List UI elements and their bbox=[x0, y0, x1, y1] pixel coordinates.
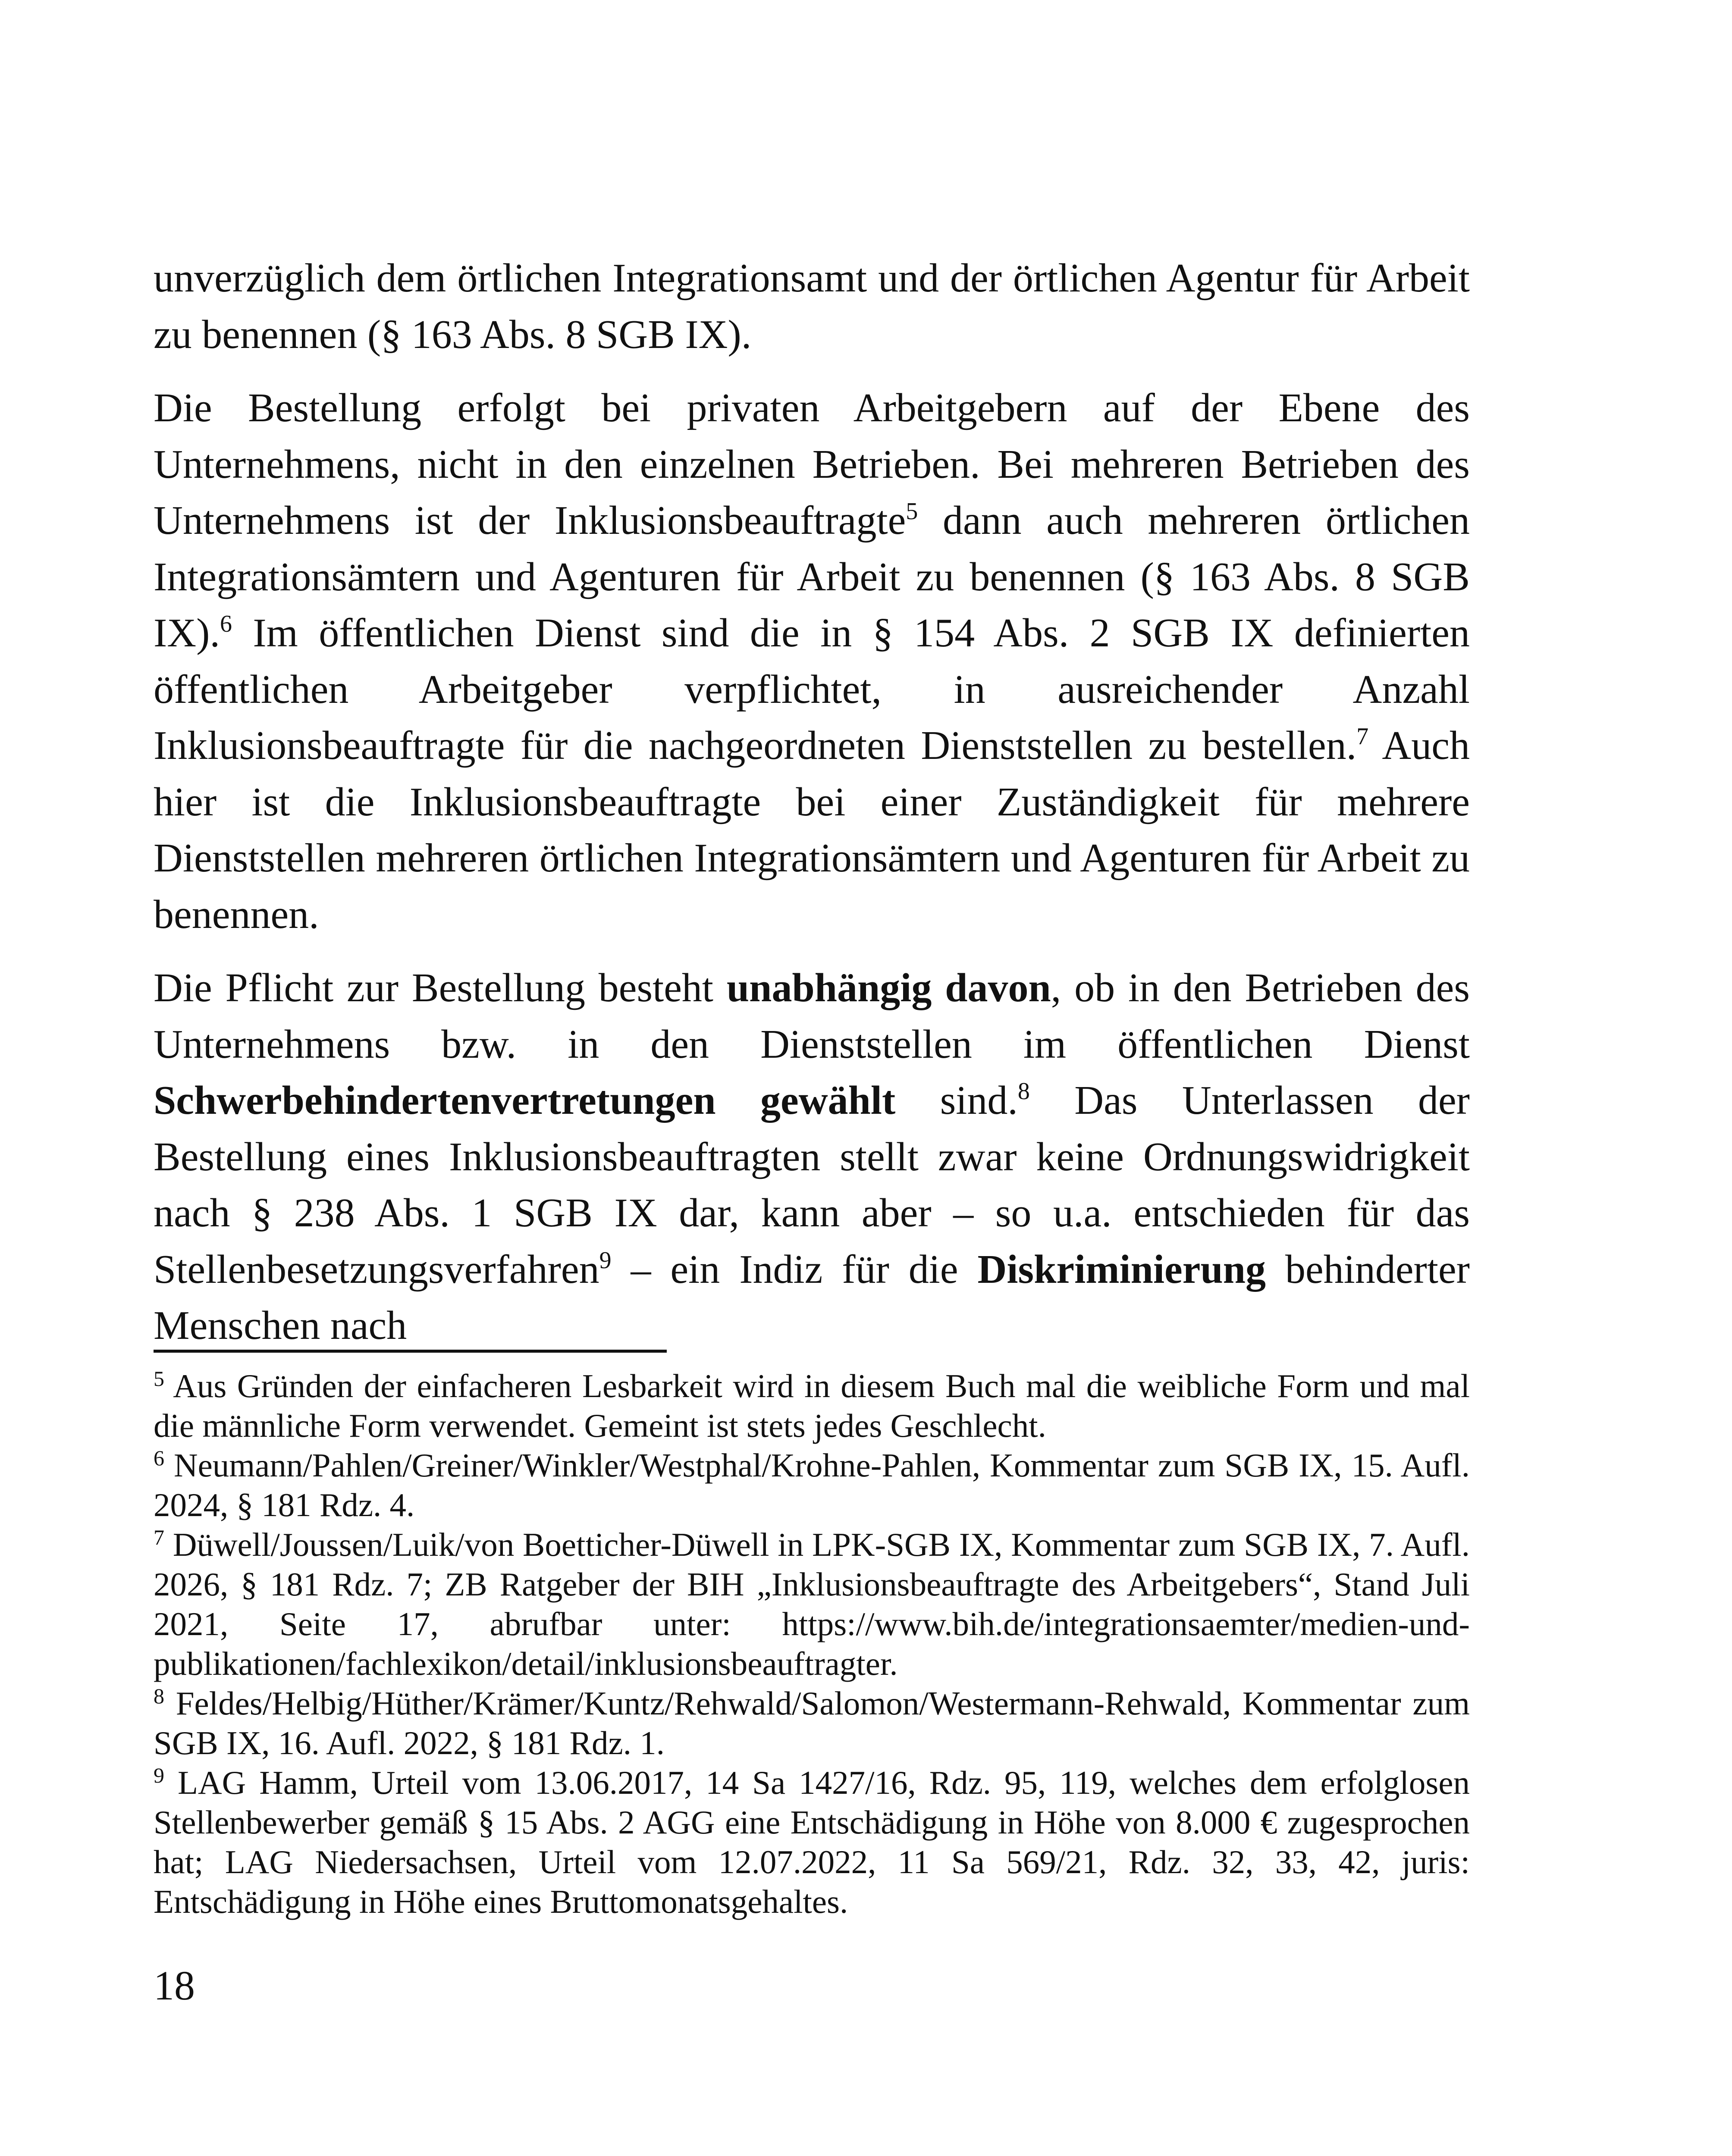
footnote-9 bbox=[154, 1763, 1470, 1921]
footnote-number: 5 bbox=[154, 1366, 164, 1391]
footnote-ref-9[interactable]: 9 bbox=[599, 1247, 612, 1274]
footnote-8 bbox=[154, 1683, 1470, 1763]
paragraph-2-text-2: dann auch mehreren örtlichen Integrationsämtern und Agenturen für Arbeit zu benennen (§ 163 Abs. 8 SGB IX). bbox=[154, 498, 1470, 655]
footnote-number: 9 bbox=[154, 1763, 164, 1787]
paragraph-3 bbox=[154, 960, 1470, 1354]
footnote-text: Feldes/Helbig/Hüther/Krämer/Kuntz/Rehwald/Salomon/Westermann-Rehwald, Kommentar zum SGB IX, 16. Aufl. 2022, § 181 Rdz. 1. bbox=[154, 1685, 1470, 1761]
paragraph-3-text-1: Die Pflicht zur Bestellung besteht bbox=[154, 965, 727, 1010]
paragraph-3-text-5: – ein Indiz für die bbox=[611, 1247, 978, 1292]
paragraph-3-text-6: behinderter Menschen nach bbox=[154, 1247, 1470, 1348]
emphasis-schwerbehindertenvertretungen: Schwerbehindertenvertretungen gewählt bbox=[154, 1078, 896, 1123]
footnote-7 bbox=[154, 1525, 1470, 1683]
footnote-ref-6[interactable]: 6 bbox=[220, 611, 232, 637]
emphasis-diskriminierung: Diskriminierung bbox=[977, 1247, 1266, 1292]
paragraph-2-text-4: Auch hier ist die Inklusionsbeauftragte bei einer Zuständigkeit für mehrere Dienststellen mehreren örtlichen Integrationsämtern und Agenturen für Arbeit zu benennen. bbox=[154, 723, 1470, 937]
emphasis-unabhaengig: unabhängig davon bbox=[726, 965, 1051, 1010]
paragraph-3-text-4: Das Unterlassen der Bestellung eines Inklusionsbeauftragten stellt zwar keine Ordnungswidrigkeit nach § 238 Abs. 1 SGB IX dar, kann aber – so u.a. entschieden für das Stellenbesetzungsverfahren bbox=[154, 1078, 1470, 1292]
paragraph-1 bbox=[154, 250, 1470, 363]
footnote-text: Aus Gründen der einfacheren Lesbarkeit wird in diesem Buch mal die weibliche Form und mal die männliche Form verwendet. Gemeint ist stets jedes Geschlecht. bbox=[154, 1367, 1470, 1444]
footnote-number: 8 bbox=[154, 1684, 164, 1708]
footnote-separator bbox=[154, 1350, 667, 1353]
paragraph-2 bbox=[154, 380, 1470, 943]
footnote-text: LAG Hamm, Urteil vom 13.06.2017, 14 Sa 1427/16, Rdz. 95, 119, welches dem erfolglosen Stellenbewerber gemäß § 15 Abs. 2 AGG eine Entschädigung in Höhe von 8.000 € zugesprochen hat; LAG Niedersachsen, Urteil vom 12.07.2022, 11 Sa 569/21, Rdz. 32, 33, 42, juris: Entschädigung in Höhe eines Bruttomonatsgehaltes. bbox=[154, 1764, 1470, 1920]
paragraph-3-text-2: , ob in den Betrieben des Unternehmens bzw. in den Dienststellen im öffentlichen Dienst bbox=[154, 965, 1470, 1067]
footnote-ref-8[interactable]: 8 bbox=[1017, 1078, 1030, 1105]
main-text bbox=[154, 250, 1470, 1354]
footnote-5 bbox=[154, 1366, 1470, 1445]
paragraph-2-text-3: Im öffentlichen Dienst sind die in § 154 Abs. 2 SGB IX definierten öffentlichen Arbeitgeber verpflichtet, in ausreichender Anzahl Inklusionsbeauftragte für die nachgeordneten Dienststellen zu bestellen. bbox=[154, 611, 1470, 768]
footnotes bbox=[154, 1366, 1470, 1921]
footnote-ref-5[interactable]: 5 bbox=[906, 498, 918, 525]
footnote-text: Düwell/Joussen/Luik/von Boetticher-Düwell in LPK-SGB IX, Kommentar zum SGB IX, 7. Aufl. 2026, § 181 Rdz. 7; ZB Ratgeber der BIH „Inklusionsbeauftragte des Arbeitgebers“, Stand Juli 2021, Seite 17, abrufbar unter: https://www.bih.de/integrationsaemter/medien-und-publikationen/fachlexikon/detail/inklusionsbeauftragter. bbox=[154, 1526, 1470, 1682]
paragraph-1-text: unverzüglich dem örtlichen Integrationsamt und der örtlichen Agentur für Arbeit zu benennen (§ 163 Abs. 8 SGB IX). bbox=[154, 256, 1470, 357]
page-number: 18 bbox=[154, 1962, 195, 2009]
footnote-text: Neumann/Pahlen/Greiner/Winkler/Westphal/Krohne-Pahlen, Kommentar zum SGB IX, 15. Aufl. 2024, § 181 Rdz. 4. bbox=[154, 1447, 1470, 1523]
paragraph-2-text-1: Die Bestellung erfolgt bei privaten Arbeitgebern auf der Ebene des Unternehmens, nicht in den einzelnen Betrieben. Bei mehreren Betrieben des Unternehmens ist der Inklusionsbeauftragte bbox=[154, 385, 1470, 543]
paragraph-3-text-3: sind. bbox=[895, 1078, 1018, 1123]
footnote-number: 6 bbox=[154, 1446, 164, 1470]
footnote-ref-7[interactable]: 7 bbox=[1356, 723, 1369, 750]
footnote-number: 7 bbox=[154, 1525, 164, 1549]
footnote-6 bbox=[154, 1445, 1470, 1525]
